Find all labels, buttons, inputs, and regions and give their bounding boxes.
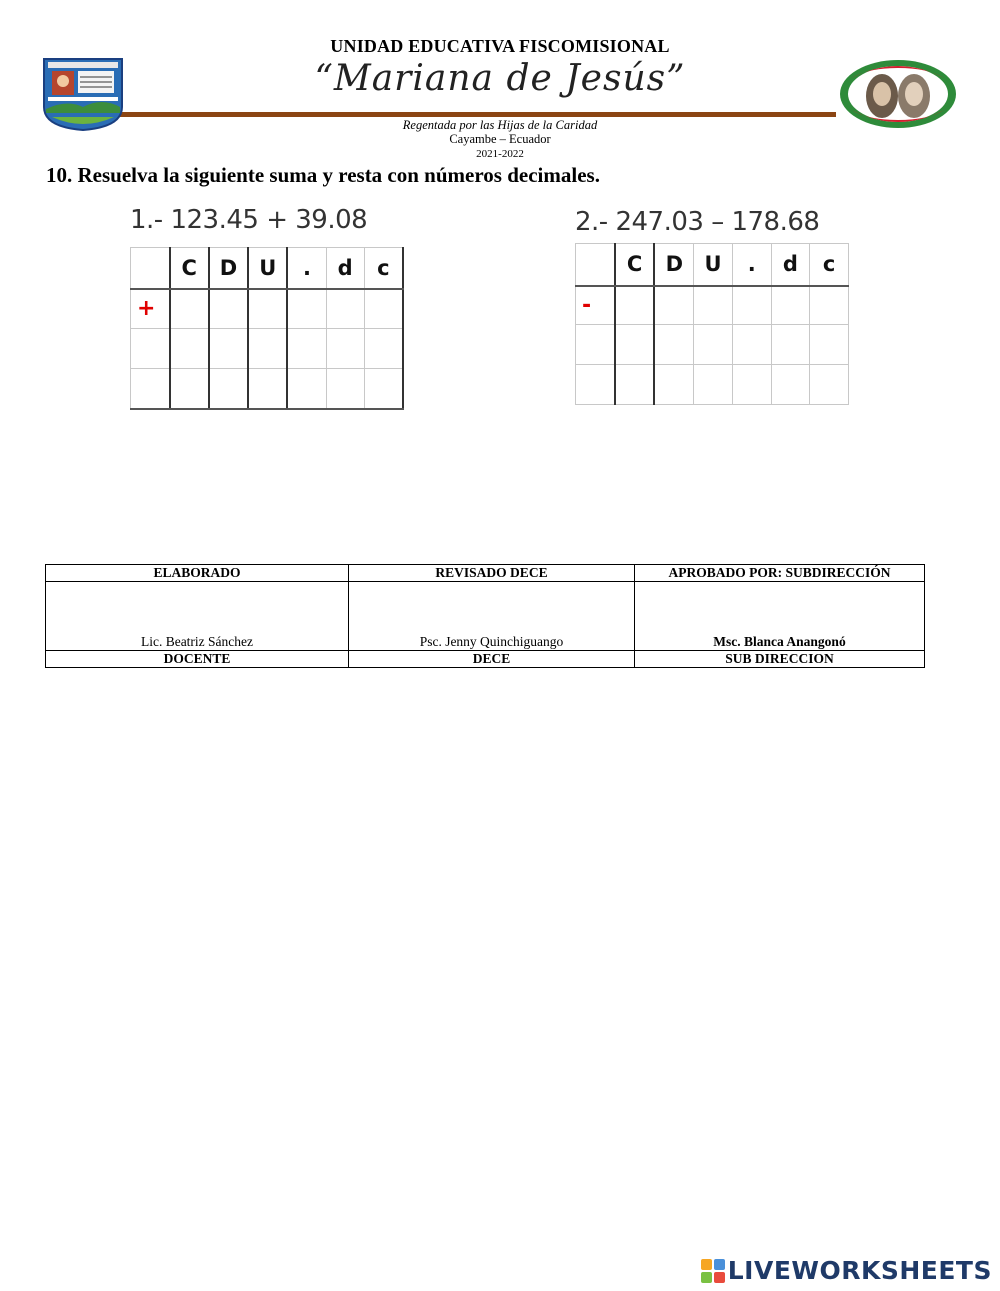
answer-cell[interactable] <box>287 289 326 329</box>
answer-cell[interactable] <box>170 369 209 409</box>
liveworksheets-brand[interactable] <box>701 1256 992 1285</box>
answer-cell[interactable] <box>209 369 248 409</box>
answer-cell[interactable] <box>771 325 810 365</box>
answer-cell[interactable] <box>771 365 810 405</box>
answer-cell[interactable] <box>326 329 364 369</box>
exercise-2-title: 2.- 247.03 – 178.68 <box>575 207 820 237</box>
header-decimal-point: . <box>287 248 326 289</box>
answer-cell[interactable] <box>615 325 655 365</box>
header-decenas: D <box>209 248 248 289</box>
brand-text: LIVEWORKSHEETS <box>727 1256 992 1285</box>
answer-cell[interactable] <box>287 329 326 369</box>
founders-portrait-icon <box>838 58 958 130</box>
answer-cell[interactable] <box>131 329 170 369</box>
header-unidades: U <box>248 248 287 289</box>
signature-table <box>45 564 925 668</box>
answer-cell[interactable] <box>654 365 693 405</box>
answer-cell[interactable] <box>131 369 170 409</box>
answer-cell[interactable] <box>364 329 403 369</box>
answer-cell[interactable] <box>694 325 733 365</box>
grid-corner <box>131 248 170 289</box>
answer-cell[interactable] <box>654 325 693 365</box>
header-decenas: D <box>654 244 693 286</box>
exercise-1-grid <box>130 247 404 410</box>
answer-cell[interactable] <box>810 325 849 365</box>
sig-role-subdireccion: SUB DIRECCION <box>635 651 925 668</box>
question-prompt: 10. Resuelva la siguiente suma y resta con números decimales. <box>46 163 600 187</box>
answer-cell[interactable] <box>732 286 771 325</box>
location-line: Cayambe – Ecuador <box>449 132 551 146</box>
header-unidades: U <box>694 244 733 286</box>
sig-name-docente: Lic. Beatriz Sánchez <box>46 582 349 651</box>
answer-cell[interactable] <box>364 289 403 329</box>
answer-cell[interactable] <box>732 325 771 365</box>
school-crest-icon <box>42 57 124 131</box>
answer-cell[interactable] <box>694 286 733 325</box>
answer-cell[interactable] <box>209 329 248 369</box>
answer-cell[interactable] <box>248 369 287 409</box>
school-motto: “Mariana de Jesús” <box>314 58 686 99</box>
header-centenas: C <box>170 248 209 289</box>
exercise-2-grid <box>575 243 849 405</box>
answer-cell[interactable] <box>810 365 849 405</box>
regentada-line: Regentada por las Hijas de la Caridad <box>402 118 598 132</box>
answer-cell[interactable] <box>209 289 248 329</box>
sig-header-elaborado: ELABORADO <box>46 565 349 582</box>
header-decimas: d <box>771 244 810 286</box>
answer-cell[interactable] <box>364 369 403 409</box>
header-decimas: d <box>326 248 364 289</box>
header-centenas: C <box>615 244 655 286</box>
operator-plus: + <box>131 289 170 329</box>
answer-cell[interactable] <box>248 329 287 369</box>
answer-cell[interactable] <box>170 289 209 329</box>
sig-name-dece: Psc. Jenny Quinchiguango <box>349 582 635 651</box>
answer-cell[interactable] <box>694 365 733 405</box>
answer-cell[interactable] <box>576 325 615 365</box>
answer-cell[interactable] <box>615 365 655 405</box>
answer-cell[interactable] <box>170 329 209 369</box>
header-decimal-point: . <box>732 244 771 286</box>
sig-role-dece: DECE <box>349 651 635 668</box>
operator-minus: - <box>576 286 615 325</box>
sig-header-revisado: REVISADO DECE <box>349 565 635 582</box>
answer-cell[interactable] <box>615 286 655 325</box>
answer-cell[interactable] <box>248 289 287 329</box>
liveworksheets-logo-icon <box>701 1259 725 1283</box>
answer-cell[interactable] <box>771 286 810 325</box>
header-rule <box>120 112 836 117</box>
answer-cell[interactable] <box>654 286 693 325</box>
sig-role-docente: DOCENTE <box>46 651 349 668</box>
sig-header-aprobado: APROBADO POR: SUBDIRECCIÓN <box>635 565 925 582</box>
answer-cell[interactable] <box>810 286 849 325</box>
answer-cell[interactable] <box>326 369 364 409</box>
header-centesimas: c <box>364 248 403 289</box>
answer-cell[interactable] <box>576 365 615 405</box>
header-centesimas: c <box>810 244 849 286</box>
exercise-1-title: 1.- 123.45 + 39.08 <box>130 205 368 235</box>
answer-cell[interactable] <box>732 365 771 405</box>
grid-corner <box>576 244 615 286</box>
school-name: UNIDAD EDUCATIVA FISCOMISIONAL <box>330 36 670 56</box>
answer-cell[interactable] <box>287 369 326 409</box>
sig-name-subdireccion: Msc. Blanca Anangonó <box>635 582 925 651</box>
school-year: 2021-2022 <box>476 148 524 160</box>
answer-cell[interactable] <box>326 289 364 329</box>
